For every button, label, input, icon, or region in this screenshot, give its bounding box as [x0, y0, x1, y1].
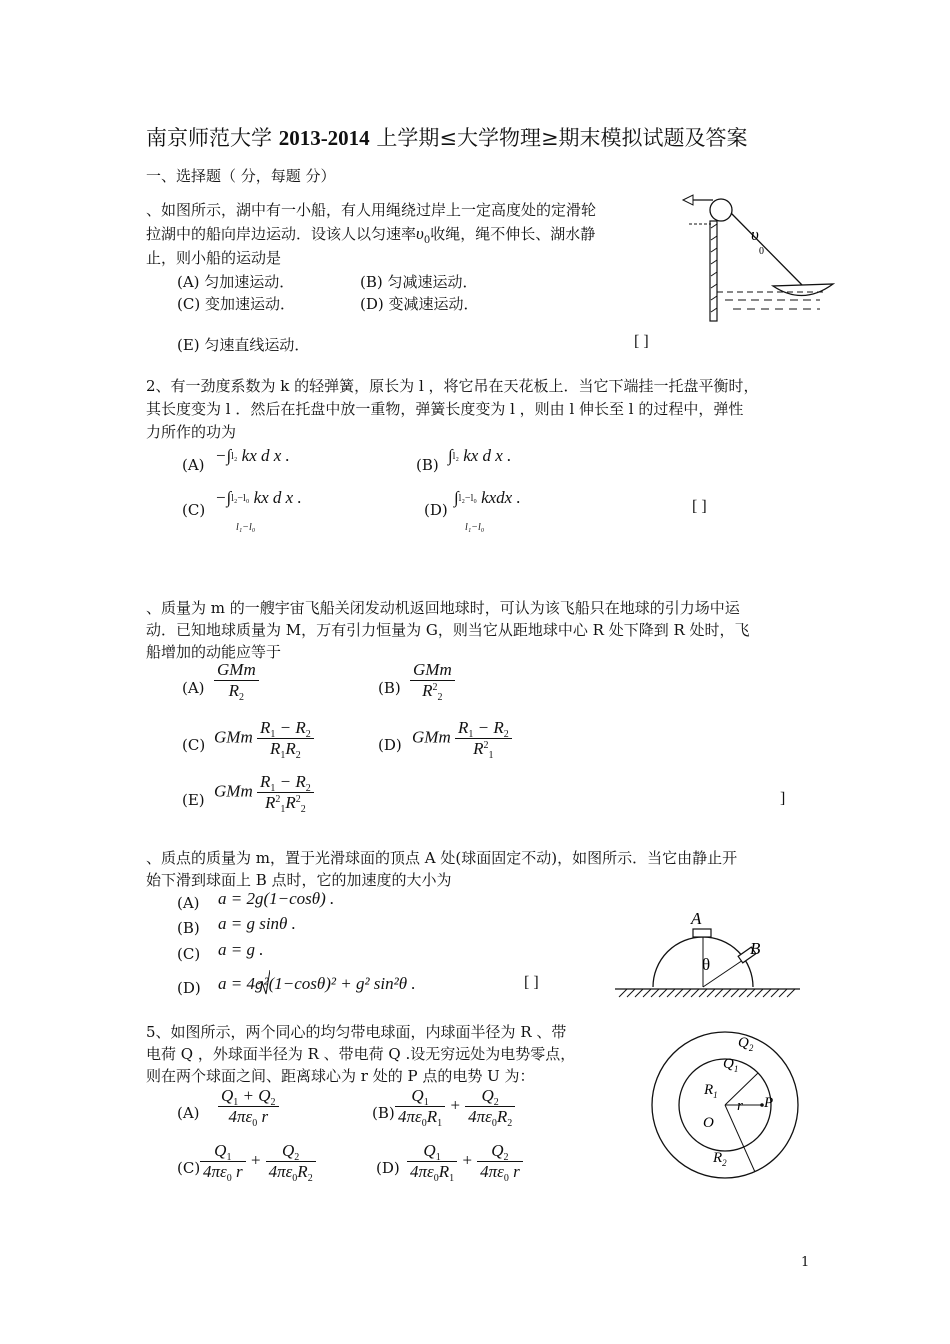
pulley-boat-figure — [655, 188, 835, 328]
q4-expr-b: a = g sinθ . — [218, 914, 296, 933]
q2-expr-d-lower: l₁−l₀ — [465, 522, 485, 533]
q1-option-d: (D) 变减速运动． — [360, 295, 479, 313]
point-a-label: A — [691, 909, 702, 928]
q3-option-d: (D) — [378, 736, 402, 754]
q1-answer-bracket: [ ] — [634, 333, 649, 350]
q1-option-e: (E) 匀速直线运动． — [177, 336, 310, 354]
q3-line-3: 船增加的动能应等于 — [146, 643, 282, 661]
r-label: r — [737, 1098, 743, 1114]
q5-option-d: (D) — [376, 1159, 400, 1177]
q1-option-b: (B) 匀减速运动． — [360, 273, 478, 291]
q3-expr-e: GMm $\frac{R_1 - R_2}{R^2_1R^2_2}$ — [214, 772, 314, 813]
q2-label: $Q_2$ — [738, 1035, 754, 1053]
r2-label: $R_2$ — [713, 1150, 727, 1168]
pulley — [710, 199, 732, 221]
mass-block-a — [693, 929, 711, 937]
page-title: 南京师范大学 2013-2014 上学期≤大学物理≥期末模拟试题及答案 — [146, 126, 748, 150]
boat — [773, 284, 833, 296]
q5-line-1: 5、如图所示，两个同心的均匀带电球面，内球面半径为 R 、带 — [146, 1023, 567, 1041]
q3-line-2: 动．已知地球质量为 M，万有引力恒量为 G，则当它从距地球中心 R 处下降到 R 处时，飞 — [146, 621, 750, 639]
p-label: P — [764, 1095, 774, 1111]
q4-expr-c: a = g . — [218, 940, 264, 959]
q4-line-1: 、质点的质量为 m，置于光滑球面的顶点 A 处(球面固定不动)，如图所示．当它由静止开 — [146, 849, 738, 867]
q1-option-a: (A) 匀加速运动． — [177, 273, 295, 291]
q4-expr-d: a = 4g²(1−cosθ)² + g² sin²θ . — [218, 974, 416, 993]
q2-expr-c-lower: l₁−l₀ — [236, 522, 256, 533]
q2-expr-c: −∫l₂−l₀ kx d x . — [215, 488, 302, 507]
q2-expr-a: −∫l₂ kx d x . — [215, 446, 290, 465]
q3-option-a: (A) — [182, 679, 205, 697]
q1-line-2: 拉湖中的船向岸边运动．设该人以匀速率$\upsilon_0$收绳，绳不伸长、湖水静 — [146, 224, 596, 246]
q4-option-c: (C) — [177, 945, 201, 963]
q5-option-c: (C) — [177, 1159, 201, 1177]
q4-expr-a: a = 2g(1−cosθ) . — [218, 889, 335, 908]
q3-expr-d: GMm $\frac{R_1 - R_2}{R^2_1}$ — [412, 718, 512, 759]
q5-line-2: 电荷 Q ，外球面半径为 R 、带电荷 Q .设无穷远处为电势零点， — [146, 1045, 576, 1063]
q5-expr-c: $\frac{Q_1}{4\pi\varepsilon_0 r}$ + $\frac{Q_2}{4\pi\varepsilon_0R_2}$ — [200, 1141, 316, 1182]
concentric-spheres-figure — [648, 1030, 818, 1180]
q3-option-e: (E) — [182, 791, 205, 809]
q5-expr-b: $\frac{Q_1}{4\pi\varepsilon_0R_1}$ + $\frac{Q_2}{4\pi\varepsilon_0R_2}$ — [395, 1086, 515, 1127]
sphere-slide-figure — [615, 905, 800, 1005]
q3-expr-b: $\frac{\text{GMm}}{R^2_2}$ — [410, 660, 455, 701]
q3-expr-a: $\frac{\text{GMm}}{R_2}$ — [214, 660, 259, 701]
q1-option-c: (C) 变加速运动． — [177, 295, 295, 313]
q2-line-3: 力所作的功为 — [146, 423, 237, 441]
q2-option-d: (D) — [424, 501, 448, 519]
q1-label: $Q_1$ — [723, 1056, 739, 1074]
q2-line-2: 其长度变为 l ．然后在托盘中放一重物，弹簧长度变为 l ，则由 l 伸长至 l 的过程中，弹性 — [146, 400, 744, 418]
q4-option-b: (B) — [177, 919, 200, 937]
q4-line-2: 始下滑到球面上 B 点时，它的加速度的大小为 — [146, 871, 452, 889]
q1-line-3: 止，则小船的运动是 — [146, 249, 282, 267]
q3-line-1: 、质量为 m 的一艘宇宙飞船关闭发动机返回地球时，可认为该飞船只在地球的引力场中运 — [146, 599, 740, 617]
q5-expr-d: $\frac{Q_1}{4\pi\varepsilon_0R_1}$ + $\frac{Q_2}{4\pi\varepsilon_0 r}$ — [407, 1141, 523, 1182]
q3-option-b: (B) — [378, 679, 401, 697]
q4-option-d: (D) — [177, 979, 201, 997]
theta-label: θ — [702, 955, 711, 974]
q2-option-a: (A) — [182, 456, 205, 474]
q3-expr-c: GMm $\frac{R_1 - R_2}{R_1R_2}$ — [214, 718, 314, 759]
q3-option-c: (C) — [182, 736, 206, 754]
q3-answer-bracket: ] — [780, 790, 786, 807]
page-number: 1 — [801, 1255, 810, 1270]
q2-answer-bracket: [ ] — [692, 498, 707, 515]
q5-line-3: 则在两个球面之间、距离球心为 r 处的 P 点的电势 U 为： — [146, 1067, 535, 1085]
q2-expr-b: ∫l₂ kx d x . — [448, 446, 512, 465]
q5-option-b: (B) — [372, 1104, 395, 1122]
q4-option-a: (A) — [177, 894, 200, 912]
q5-option-a: (A) — [177, 1104, 200, 1122]
point-b-label: B — [750, 939, 761, 958]
q2-option-b: (B) — [416, 456, 439, 474]
q1-line-1: 、如图所示，湖中有一小船，有人用绳绕过岸上一定高度处的定滑轮 — [146, 201, 597, 219]
q2-expr-d: ∫l₂−l₀ kxdx . — [454, 488, 521, 507]
q5-expr-a: $\frac{Q_1 + Q_2}{4\pi\varepsilon_0 r}$ — [218, 1086, 279, 1127]
r1-label: $R_1$ — [704, 1082, 718, 1100]
sqrt-sign — [258, 970, 270, 996]
velocity-subscript: 0 — [759, 246, 764, 257]
section-heading: 一、选择题（ 分，每题 分） — [146, 167, 336, 185]
q2-line-1: 2、有一劲度系数为 k 的轻弹簧，原长为 l ，将它吊在天花板上．当它下端挂一托盘平衡时， — [146, 377, 759, 395]
velocity-label: υ — [751, 225, 759, 244]
q4-answer-bracket: [ ] — [524, 974, 539, 991]
o-label: O — [703, 1115, 714, 1131]
q2-option-c: (C) — [182, 501, 206, 519]
